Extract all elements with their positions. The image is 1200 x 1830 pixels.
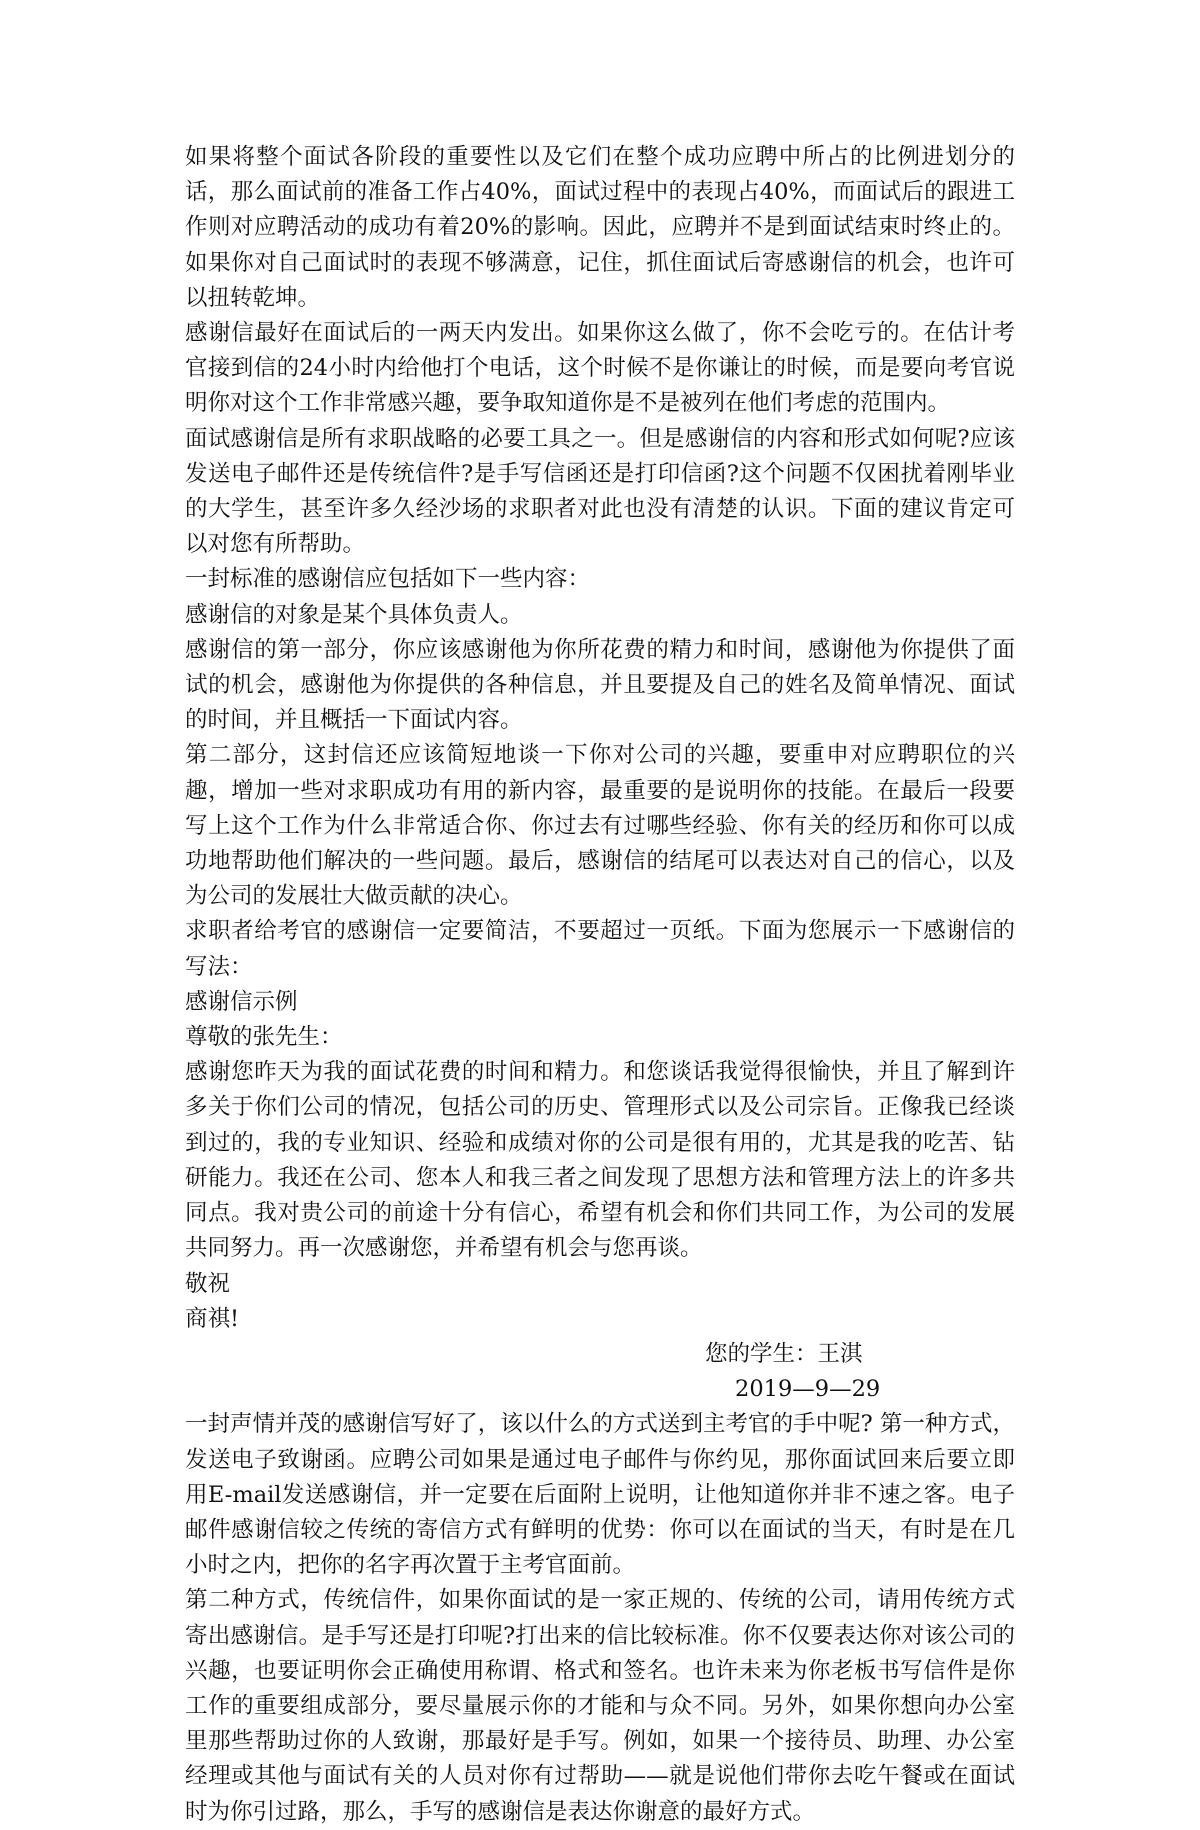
paragraph-length: 求职者给考官的感谢信一定要简洁，不要超过一页纸。下面为您展示一下感谢信的写法： xyxy=(185,918,1015,980)
paragraph-recipient: 感谢信的对象是某个具体负责人。 xyxy=(185,601,523,628)
letter-signature: 您的学生：王淇 xyxy=(705,1340,863,1367)
paragraph-timing: 感谢信最好在面试后的一两天内发出。如果你这么做了，你不会吃亏的。在估计考官接到信的24小时内给他打个电话，这个时候不是你谦让的时候，而是要向考官说明你对这个工作非常感兴趣，要争取知道你是不是被列在他们考虑的范围内。 xyxy=(185,320,1015,417)
paragraph-part-two: 第二部分，这封信还应该简短地谈一下你对公司的兴趣，要重申对应聘职位的兴趣，增加一些对求职成功有用的新内容，最重要的是说明你的技能。在最后一段要写上这个工作为什么非常适合你、你过去有过哪些经验、你有关的经历和你可以成功地帮助他们解决的一些问题。最后，感谢信的结尾可以表达对自己的信心，以及为公司的发展壮大做贡献的决心。 xyxy=(185,742,1015,910)
paragraph-delivery-email: 一封声情并茂的感谢信写好了，该以什么的方式送到主考官的手中呢? 第一种方式，发送电子致谢函。应聘公司如果是通过电子邮件与你约见，那你面试回来后要立即用E-mail发送感谢信，并一定要在后面附上说明，让他知道你并非不速之客。电子邮件感谢信较之传统的寄信方式有鲜明的优势：你可以在面试的当天，有时是在几小时之内，把你的名字再次置于主考官面前。 xyxy=(185,1411,1015,1579)
paragraph-tool: 面试感谢信是所有求职战略的必要工具之一。但是感谢信的内容和形式如何呢?应该发送电子邮件还是传统信件?是手写信函还是打印信函?这个问题不仅困扰着刚毕业的大学生，甚至许多久经沙场的求职者对此也没有清楚的认识。下面的建议肯定可以对您有所帮助。 xyxy=(185,425,1015,558)
paragraph-part-one: 感谢信的第一部分，你应该感谢他为你所花费的精力和时间，感谢他为你提供了面试的机会，感谢他为你提供的各种信息，并且要提及自己的姓名及简单情况、面试的时间，并且概括一下面试内容。 xyxy=(185,636,1015,734)
paragraph-intro: 如果将整个面试各阶段的重要性以及它们在整个成功应聘中所占的比例进划分的话，那么面试前的准备工作占40%，面试过程中的表现占40%，而面试后的跟进工作则对应聘活动的成功有着20%的影响。因此，应聘并不是到面试结束时终止的。如果你对自己面试时的表现不够满意，记住，抓住面试后寄感谢信的机会，也许可以扭转乾坤。 xyxy=(185,144,1015,311)
example-heading: 感谢信示例 xyxy=(185,988,298,1015)
letter-date: 2019—9—29 xyxy=(735,1376,881,1403)
paragraph-contents-intro: 一封标准的感谢信应包括如下一些内容： xyxy=(185,566,591,593)
letter-body: 感谢您昨天为我的面试花费的时间和精力。和您谈话我觉得很愉快，并且了解到许多关于你们公司的情况，包括公司的历史、管理形式以及公司宗旨。正像我已经谈到过的，我的专业知识、经验和成绩对你的公司是很有用的，尤其是我的吃苦、钻研能力。我还在公司、您本人和我三者之间发现了思想方法和管理方法上的许多共同点。我对贵公司的前途十分有信心，希望有机会和你们共同工作，为公司的发展共同努力。再一次感谢您，并希望有机会与您再谈。 xyxy=(185,1059,1015,1262)
letter-closing: 敬祝 xyxy=(185,1270,231,1297)
document-body xyxy=(185,140,1015,1830)
letter-regards: 商祺! xyxy=(185,1305,240,1332)
paragraph-delivery-mail: 第二种方式，传统信件，如果你面试的是一家正规的、传统的公司，请用传统方式寄出感谢信。是手写还是打印呢?打出来的信比较标准。你不仅要表达你对该公司的兴趣，也要证明你会正确使用称谓、格式和签名。也许未来为你老板书写信件是你工作的重要组成部分，要尽量展示你的才能和与众不同。另外，如果你想向办公室里那些帮助过你的人致谢，那最好是手写。例如，如果一个接待员、助理、办公室经理或其他与面试有关的人员对你有过帮助——就是说他们带你去吃午餐或在面试时为你引过路，那么，手写的感谢信是表达你谢意的最好方式。 xyxy=(185,1587,1015,1825)
letter-salutation: 尊敬的张先生： xyxy=(185,1024,343,1051)
